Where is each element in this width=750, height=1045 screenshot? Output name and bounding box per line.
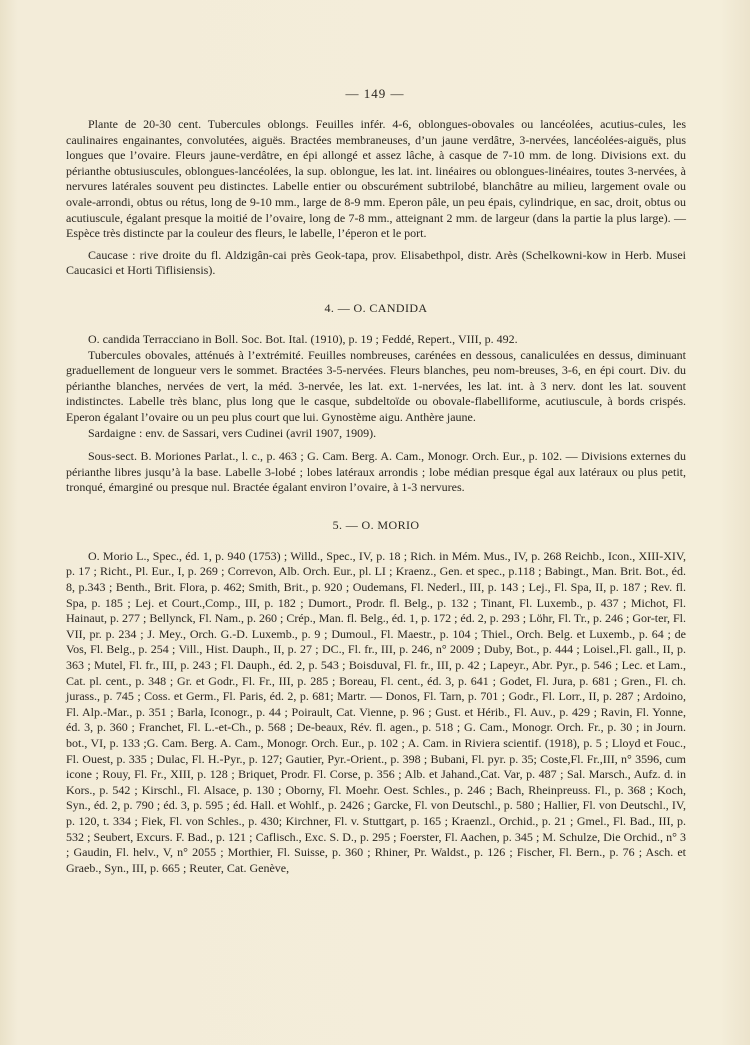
section-heading-morio [66, 518, 686, 533]
page-number: — 149 — [345, 86, 405, 101]
description-paragraph: Plante de 20-30 cent. Tubercules oblongs. Feuilles infér. 4-6, oblongues-obovales ou lancéolées, acutius-cules, les caulinaires engainantes, convolutées, aiguës. Bractées membraneuses, d’un jaune verdâtre, 3-nervées, lancéolées-aiguës, plus longues que l’ovaire. Fleurs jaune-verdâtre, en épi allongé et assez lâche, à casque de 7-10 mm. de long. Divisions ext. du périanthe obtusiuscules, oblongues-lancéolées, la sup. oblongue, les lat. int. linéaires ou oblongues-linéaires, toutes 3-nervées, à nervures latérales souvent peu distinctes. Labelle entier ou obscurément subtrilobé, blanchâtre au milieu, largement ovale ou ovale-arrondi, obtus ou rétus, long de 9-10 mm., large de 8-9 mm. Eperon pâle, un peu épais, cylindrique, en sac, droit, obtus ou acutiuscule, égalant presque la moitié de l’ovaire, long de 7-8 mm., atteignant 2 mm. de largeur (dans la partie la plus large). — Espèce très distincte par la couleur des fleurs, le labelle, l’éperon et le port. [66, 117, 686, 241]
distribution-paragraph: Caucase : rive droite du fl. Aldzigân-cai près Geok-tapa, prov. Elisabethpol, distr. Arès (Schelkowni-kow in Herb. Musei Caucasici et Horti Tiflisiensis). [66, 247, 686, 278]
morio-bibliography: O. Morio L., Spec., éd. 1, p. 940 (1753) ; Willd., Spec., IV, p. 18 ; Rich. in Mém. Mus., IV, p. 268 Reichb., Icon., XIII-XIV, p. 17 ; Richt., Pl. Eur., I, p. 269 ; Correvon, Alb. Orch. Eur., pl. LI ; Kraenz., Gen. et spec., p.118 ; Babingt., Man. Brit. Bot., éd. 8, p.343 ; Benth., Brit. Flora, p. 462; Smith, Brit., p. 920 ; Oudemans, Fl. Nederl., III, p. 143 ; Lej., Fl. Spa, II, p. 187 ; Rev. fl. Spa, p. 185 ; Lej. et Court.,Comp., III, p. 182 ; Dumort., Prodr. fl. Belg., p. 132 ; Tinant, Fl. Luxemb., p. 437 ; Michot, Fl. Hainaut, p. 277 ; Bellynck, Fl. Nam., p. 260 ; Crép., Man. fl. Belg., éd. 1, p. 172 ; éd. 2, p. 293 ; Löhr, Fl. Tr., p. 246 ; Gor-ter, Fl. VII, pr. p. 234 ; J. Mey., Orch. G.-D. Luxemb., p. 9 ; Dumoul., Fl. Maestr., p. 104 ; Thiel., Orch. Belg. et Luxemb., p. 64 ; de Vos, Fl. Belg., p. 254 ; Vill., Hist. Dauph., II, p. 27 ; DC., Fl. fr., III, p. 246, n° 2009 ; Duby, Bot., p. 444 ; Loisel.,Fl. gall., II, p. 363 ; Mutel, Fl. fr., III, p. 243 ; Fl. Dauph., éd. 2, p. 543 ; Boisduval, Fl. fr., III, p. 42 ; Lapeyr., Abr. Pyr., p. 546 ; Lec. et Lam., Cat. pl. cent., p. 348 ; Gr. et Godr., Fl. Fr., III, p. 285 ; Boreau, Fl. cent., éd. 3, p. 641 ; Godet, Fl. Jura, p. 681 ; Gren., Fl. ch. jurass., p. 745 ; Coss. et Germ., Fl. Paris, éd. 2, p. 681; Martr. — Donos, Fl. Tarn, p. 701 ; Godr., Fl. Lorr., II, p. 287 ; Ardoino, Fl. Alp.-Mar., p. 351 ; Barla, Iconogr., p. 44 ; Poirault, Cat. Vienne, p. 96 ; Gust. et Hérib., Fl. Auv., p. 429 ; Ravin, Fl. Yonne, éd. 3, p. 360 ; Franchet, Fl. L.-et-Ch., p. 568 ; De-beaux, Rév. fl. agen., p. 518 ; G. Cam., Monogr. Orch. Fr., p. 30 ; in Journ. bot., VI, p. 133 ;G. Cam. Berg. A. Cam., Monogr. Orch. Eur., p. 102 ; A. Cam. in Riviera scientif. (1918), p. 5 ; Lloyd et Fouc., Fl. Ouest, p. 335 ; Dulac, Fl. H.-Pyr., p. 127; Gautier, Pyr.-Orient., p. 398 ; Bubani, Fl. pyr. p. 35; Coste,Fl. Fr.,III, n° 3596, cum icone ; Rouy, Fl. Fr., XIII, p. 128 ; Briquet, Prodr. Fl. Corse, p. 356 ; Alb. et Jahand.,Cat. Var, p. 487 ; Sal. Marsch., Aufz. d. in Kors., p. 542 ; Kirschl., Fl. Alsace, p. 130 ; Oborny, Fl. Moehr. Oest. Schles., p. 246 ; Bach, Rheinpreuss. Fl., p. 368 ; Koch, Syn., éd. 2, p. 790 ; éd. 3, p. 595 ; éd. Hall. et Wohlf., p. 2426 ; Garcke, Fl. von Deutschl., p. 580 ; Hallier, Fl. von Deutschl., IV, p. 120, t. 334 ; Fiek, Fl. von Schles., p. 430; Kirchner, Fl. v. Stuttgart, p. 165 ; Kraenzl., Orchid., p. 21 ; Gmel., Fl. Bad., III, p. 532 ; Seubert, Excurs. F. Bad., p. 121 ; Caflisch., Exc. S. D., p. 295 ; Foerster, Fl. Aachen, p. 345 ; M. Schulze, Die Orchid., n° 3 ; Gaudin, Fl. helv., V, n° 2055 ; Morthier, Fl. Suisse, p. 360 ; Rhiner, Pr. Waldst., p. 126 ; Fischer, Fl. Bern., p. 76 ; Asch. et Graeb., Syn., III, p. 665 ; Reuter, Cat. Genève, [66, 548, 686, 875]
heading-text: 5. — O. MORIO [332, 517, 420, 532]
subsection-moriones: Sous-sect. B. Moriones Parlat., l. c., p. 463 ; G. Cam. Berg. A. Cam., Monogr. Orch. Eur., p. 102. — Divisions externes du périanthe libres jusqu’à la base. Labelle 3-lobé ; lobes latéraux arrondis ; lobe médian presque égal aux latéraux ou plus petit, tronqué, émarginé ou presque nul. Bractée égalant environ l’ovaire, à 1-3 nervures. [66, 449, 686, 495]
heading-text: 4. — O. CANDIDA [324, 300, 428, 315]
candida-description: Tubercules obovales, atténués à l’extrémité. Feuilles nombreuses, carénées en dessous, canaliculées en dessus, diminuant graduellement de longueur vers le sommet. Bractées 3-5-nervées. Fleurs blanches, peu nom-breuses, 3-6, en épi court. Div. du périanthe blanches, nervées de vert, la méd. 3-nervée, les lat. ext. 1-nervées, les lat. int. à 3 nerv. dont les lat. souvent indistinctes. Labelle très blanc, plus long que le casque, subdeltoïde ou obovale-flabelliforme, acutiuscule, à bords crispés. Eperon égalant l’ovaire ou un peu plus court que lui. Gynostème aigu. Anthère jaune. [66, 347, 686, 424]
candida-locality: Sardaigne : env. de Sassari, vers Cudinei (avril 1907, 1909). [88, 425, 377, 440]
section-heading-candida [66, 301, 686, 316]
page-body [66, 117, 686, 876]
candida-citation: O. candida Terracciano in Boll. Soc. Bot. Ital. (1910), p. 19 ; Feddé, Repert., VIII, p. 492. [88, 331, 518, 346]
